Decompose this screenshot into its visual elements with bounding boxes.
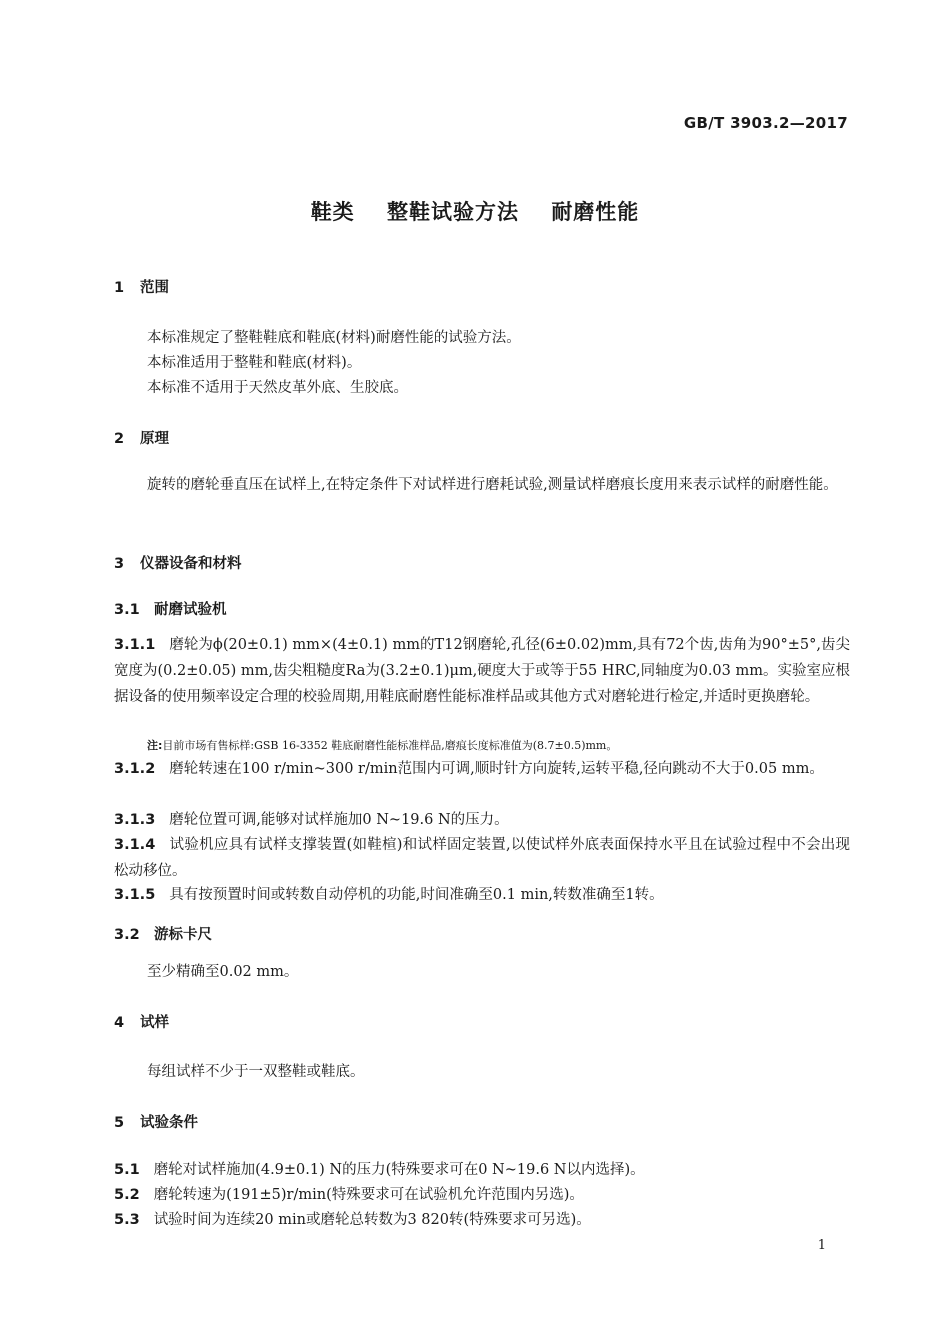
scope-line-3: 本标准不适用于天然皮革外底、生胶底。	[147, 380, 408, 396]
clause-number: 5.3	[114, 1212, 140, 1228]
scope-line-1: 本标准规定了整鞋鞋底和鞋底(材料)耐磨性能的试验方法。	[147, 330, 521, 346]
section-number: 1	[114, 280, 125, 296]
clause-number: 5.1	[114, 1162, 140, 1178]
section-title: 试样	[140, 1015, 169, 1031]
clause-number: 3.1.2	[114, 761, 156, 777]
subsection-number: 3.1	[114, 602, 140, 618]
clause-5-2	[114, 1182, 850, 1208]
clause-number: 3.1.3	[114, 812, 156, 828]
clause-5-1	[114, 1157, 850, 1183]
page-number: 1	[817, 1238, 826, 1253]
clause-number: 3.1.4	[114, 837, 156, 853]
title-part-1: 鞋类	[310, 200, 355, 224]
clause-text: 磨轮转速在100 r/min~300 r/min范围内可调,顺时针方向旋转,运转平稳,径向跳动不大于0.05 mm。	[169, 761, 824, 777]
subsection-number: 3.2	[114, 927, 140, 943]
scope-line-2: 本标准适用于整鞋和鞋底(材料)。	[147, 355, 362, 371]
clause-3-1-3	[114, 807, 850, 833]
clause-3-1-2	[114, 756, 850, 782]
section-number: 3	[114, 556, 125, 572]
caliper-requirement: 至少精确至0.02 mm。	[147, 964, 299, 980]
clause-text: 试验时间为连续20 min或磨轮总转数为3 820转(特殊要求可另选)。	[153, 1212, 591, 1228]
note-label: 注:	[147, 739, 163, 752]
clause-text: 磨轮位置可调,能够对试样施加0 N~19.6 N的压力。	[169, 812, 509, 828]
clause-text: 磨轮对试样施加(4.9±0.1) N的压力(特殊要求可在0 N~19.6 N以内选择)。	[153, 1162, 645, 1178]
note	[147, 737, 617, 753]
clause-3-1-5	[114, 882, 850, 908]
clause-text: 磨轮转速为(191±5)r/min(特殊要求可在试验机允许范围内另选)。	[153, 1187, 584, 1203]
clause-number: 3.1.5	[114, 887, 156, 903]
section-3-heading	[114, 552, 242, 573]
section-5-heading	[114, 1111, 198, 1132]
standard-code: GB/T 3903.2—2017	[683, 114, 848, 132]
section-2-heading	[114, 427, 169, 448]
subsection-3-1-heading	[114, 598, 227, 619]
clause-3-1-4	[114, 832, 850, 884]
clause-text: 试验机应具有试样支撑装置(如鞋楦)和试样固定装置,以使试样外底表面保持水平且在试验过程中不会出现松动移位。	[114, 837, 850, 879]
section-number: 4	[114, 1015, 125, 1031]
title-part-2: 整鞋试验方法	[387, 200, 519, 224]
section-title: 试验条件	[140, 1115, 198, 1131]
subsection-title: 游标卡尺	[154, 927, 212, 943]
subsection-title: 耐磨试验机	[154, 602, 227, 618]
clause-text: 磨轮为ϕ(20±0.1) mm×(4±0.1) mm的T12钢磨轮,孔径(6±0.02)mm,具有72个齿,齿角为90°±5°,齿尖宽度为(0.2±0.05) mm,齿尖粗糙度Ra为(3.2±0.1)μm,硬度大于或等于55 HRC,同轴度为0.03 mm。实验室应根据设备的使用频率设定合理的校验周期,用鞋底耐磨性能标准样品或其他方式对磨轮进行检定,并适时更换磨轮。	[114, 637, 850, 705]
section-number: 5	[114, 1115, 125, 1131]
clause-number: 5.2	[114, 1187, 140, 1203]
section-4-heading	[114, 1011, 169, 1032]
clause-3-1-1	[114, 632, 850, 710]
clause-number: 3.1.1	[114, 637, 156, 653]
section-title: 范围	[140, 280, 169, 296]
specimen-requirement: 每组试样不少于一双整鞋或鞋底。	[147, 1064, 365, 1080]
title-part-3: 耐磨性能	[551, 200, 640, 224]
section-number: 2	[114, 431, 125, 447]
note-text: 目前市场有售标样:GSB 16-3352 鞋底耐磨性能标准样品,磨痕长度标准值为(8.7±0.5)mm。	[162, 739, 618, 752]
clause-text: 具有按预置时间或转数自动停机的功能,时间准确至0.1 min,转数准确至1转。	[169, 887, 664, 903]
principle-paragraph: 旋转的磨轮垂直压在试样上,在特定条件下对试样进行磨耗试验,测量试样磨痕长度用来表示试样的耐磨性能。	[147, 477, 838, 493]
section-title: 仪器设备和材料	[140, 556, 242, 572]
document-title	[0, 196, 950, 226]
subsection-3-2-heading	[114, 923, 212, 944]
section-title: 原理	[140, 431, 169, 447]
clause-5-3	[114, 1207, 850, 1233]
section-1-heading	[114, 276, 169, 297]
